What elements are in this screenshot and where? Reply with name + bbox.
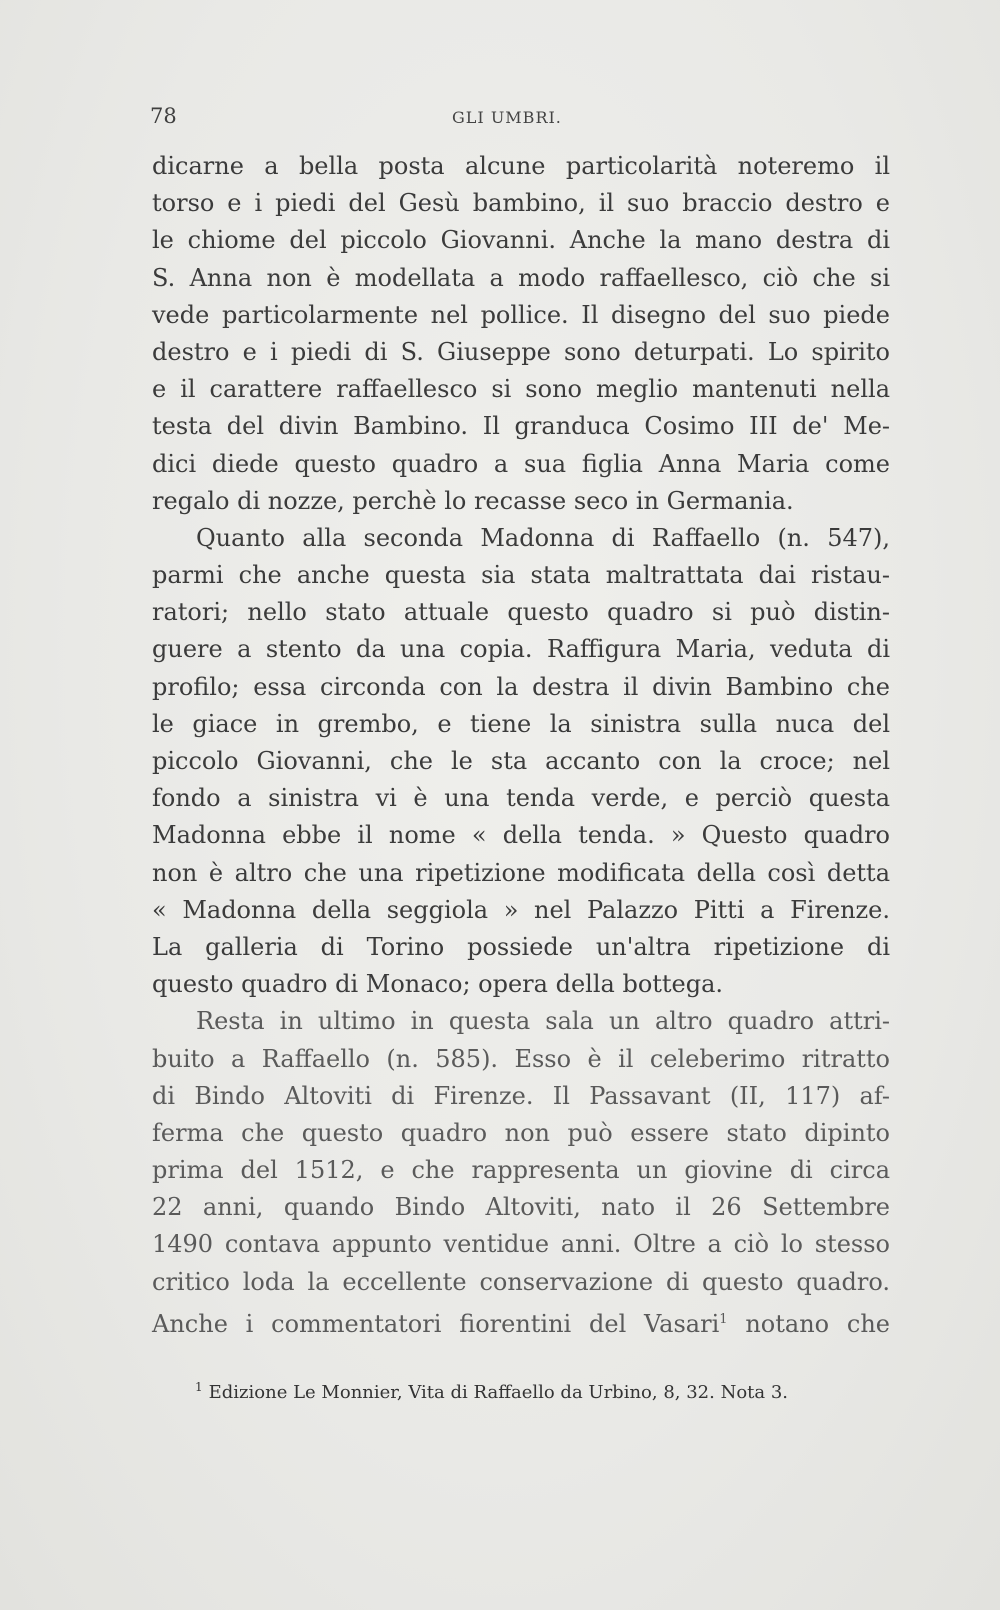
text-line: ferma che questo quadro non può essere stato dipinto bbox=[152, 1118, 890, 1147]
text-line: destro e i piedi di S. Giuseppe sono deturpati. Lo spirito bbox=[152, 337, 890, 366]
text-line: testa del divin Bambino. Il granduca Cosimo III de' Me- bbox=[152, 412, 890, 441]
text-line: « Madonna della seggiola » nel Palazzo Pitti a Firenze. bbox=[152, 895, 890, 924]
text-line: questo quadro di Monaco; opera della bottega. bbox=[152, 970, 724, 999]
text-line: Resta in ultimo in questa sala un altro quadro attri- bbox=[196, 1007, 890, 1036]
text-segment: Anche i commentatori fiorentini del Vasari bbox=[152, 1309, 720, 1338]
text-line: piccolo Giovanni, che le sta accanto con la croce; nel bbox=[152, 747, 890, 775]
footnote-text: Edizione Le Monnier, Vita di Raffaello da Urbino, 8, 32. Nota 3. bbox=[208, 1382, 789, 1403]
text-line: buito a Raffaello (n. 585). Esso è il celeberimo ritratto bbox=[152, 1044, 890, 1073]
text-line: dicarne a bella posta alcune particolarità noteremo il bbox=[152, 152, 890, 180]
text-line: le chiome del piccolo Giovanni. Anche la mano destra di bbox=[152, 226, 890, 255]
text-line: La galleria di Torino possiede un'altra ripetizione di bbox=[152, 932, 890, 961]
text-line: ratori; nello stato attuale questo quadro si può distin- bbox=[152, 598, 890, 627]
text-line: critico loda la eccellente conservazione di questo quadro. bbox=[152, 1267, 890, 1296]
text-line: fondo a sinistra vi è una tenda verde, e perciò questa bbox=[152, 784, 890, 813]
paragraph-1 bbox=[152, 148, 890, 520]
paragraph-3 bbox=[152, 1003, 890, 1338]
text-line-with-footnote-ref bbox=[152, 1301, 890, 1338]
text-segment: notano che bbox=[745, 1309, 890, 1338]
paragraph-2 bbox=[152, 520, 890, 1003]
text-line: Quanto alla seconda Madonna di Raffaello (n. 547), bbox=[196, 523, 890, 552]
body-text bbox=[152, 148, 890, 1338]
text-line: profilo; essa circonda con la destra il divin Bambino che bbox=[152, 672, 890, 701]
text-line: vede particolarmente nel pollice. Il disegno del suo piede bbox=[152, 300, 890, 329]
footnote-reference: 1 bbox=[719, 1311, 728, 1327]
text-line: Madonna ebbe il nome « della tenda. » Questo quadro bbox=[152, 821, 890, 850]
text-line: di Bindo Altoviti di Firenze. Il Passavant (II, 117) af- bbox=[152, 1081, 890, 1110]
footnote bbox=[195, 1380, 895, 1403]
text-line: non è altro che una ripetizione modificata della così detta bbox=[152, 858, 890, 887]
text-line: prima del 1512, e che rappresenta un giovine di circa bbox=[152, 1156, 890, 1185]
text-line: 22 anni, quando Bindo Altoviti, nato il 26 Settembre bbox=[152, 1193, 890, 1222]
page-number: 78 bbox=[150, 104, 177, 128]
footnote-mark: 1 bbox=[195, 1380, 203, 1394]
text-line: dici diede questo quadro a sua figlia Anna Maria come bbox=[152, 449, 890, 478]
running-head: GLI UMBRI. bbox=[452, 108, 562, 127]
footnote-area bbox=[195, 1380, 895, 1403]
text-line: regalo di nozze, perchè lo recasse seco in Germania. bbox=[152, 486, 794, 515]
page-header bbox=[150, 104, 890, 134]
text-line: parmi che anche questa sia stata maltrattata dai ristau- bbox=[152, 561, 890, 590]
text-line: guere a stento da una copia. Raffigura Maria, veduta di bbox=[152, 635, 890, 664]
text-line: e il carattere raffaellesco si sono meglio mantenuti nella bbox=[152, 375, 890, 404]
text-line: 1490 contava appunto ventidue anni. Oltre a ciò lo stesso bbox=[152, 1230, 890, 1259]
text-line: S. Anna non è modellata a modo raffaellesco, ciò che si bbox=[152, 263, 890, 292]
text-line: le giace in grembo, e tiene la sinistra sulla nuca del bbox=[152, 709, 890, 738]
text-line: torso e i piedi del Gesù bambino, il suo braccio destro e bbox=[152, 189, 890, 218]
